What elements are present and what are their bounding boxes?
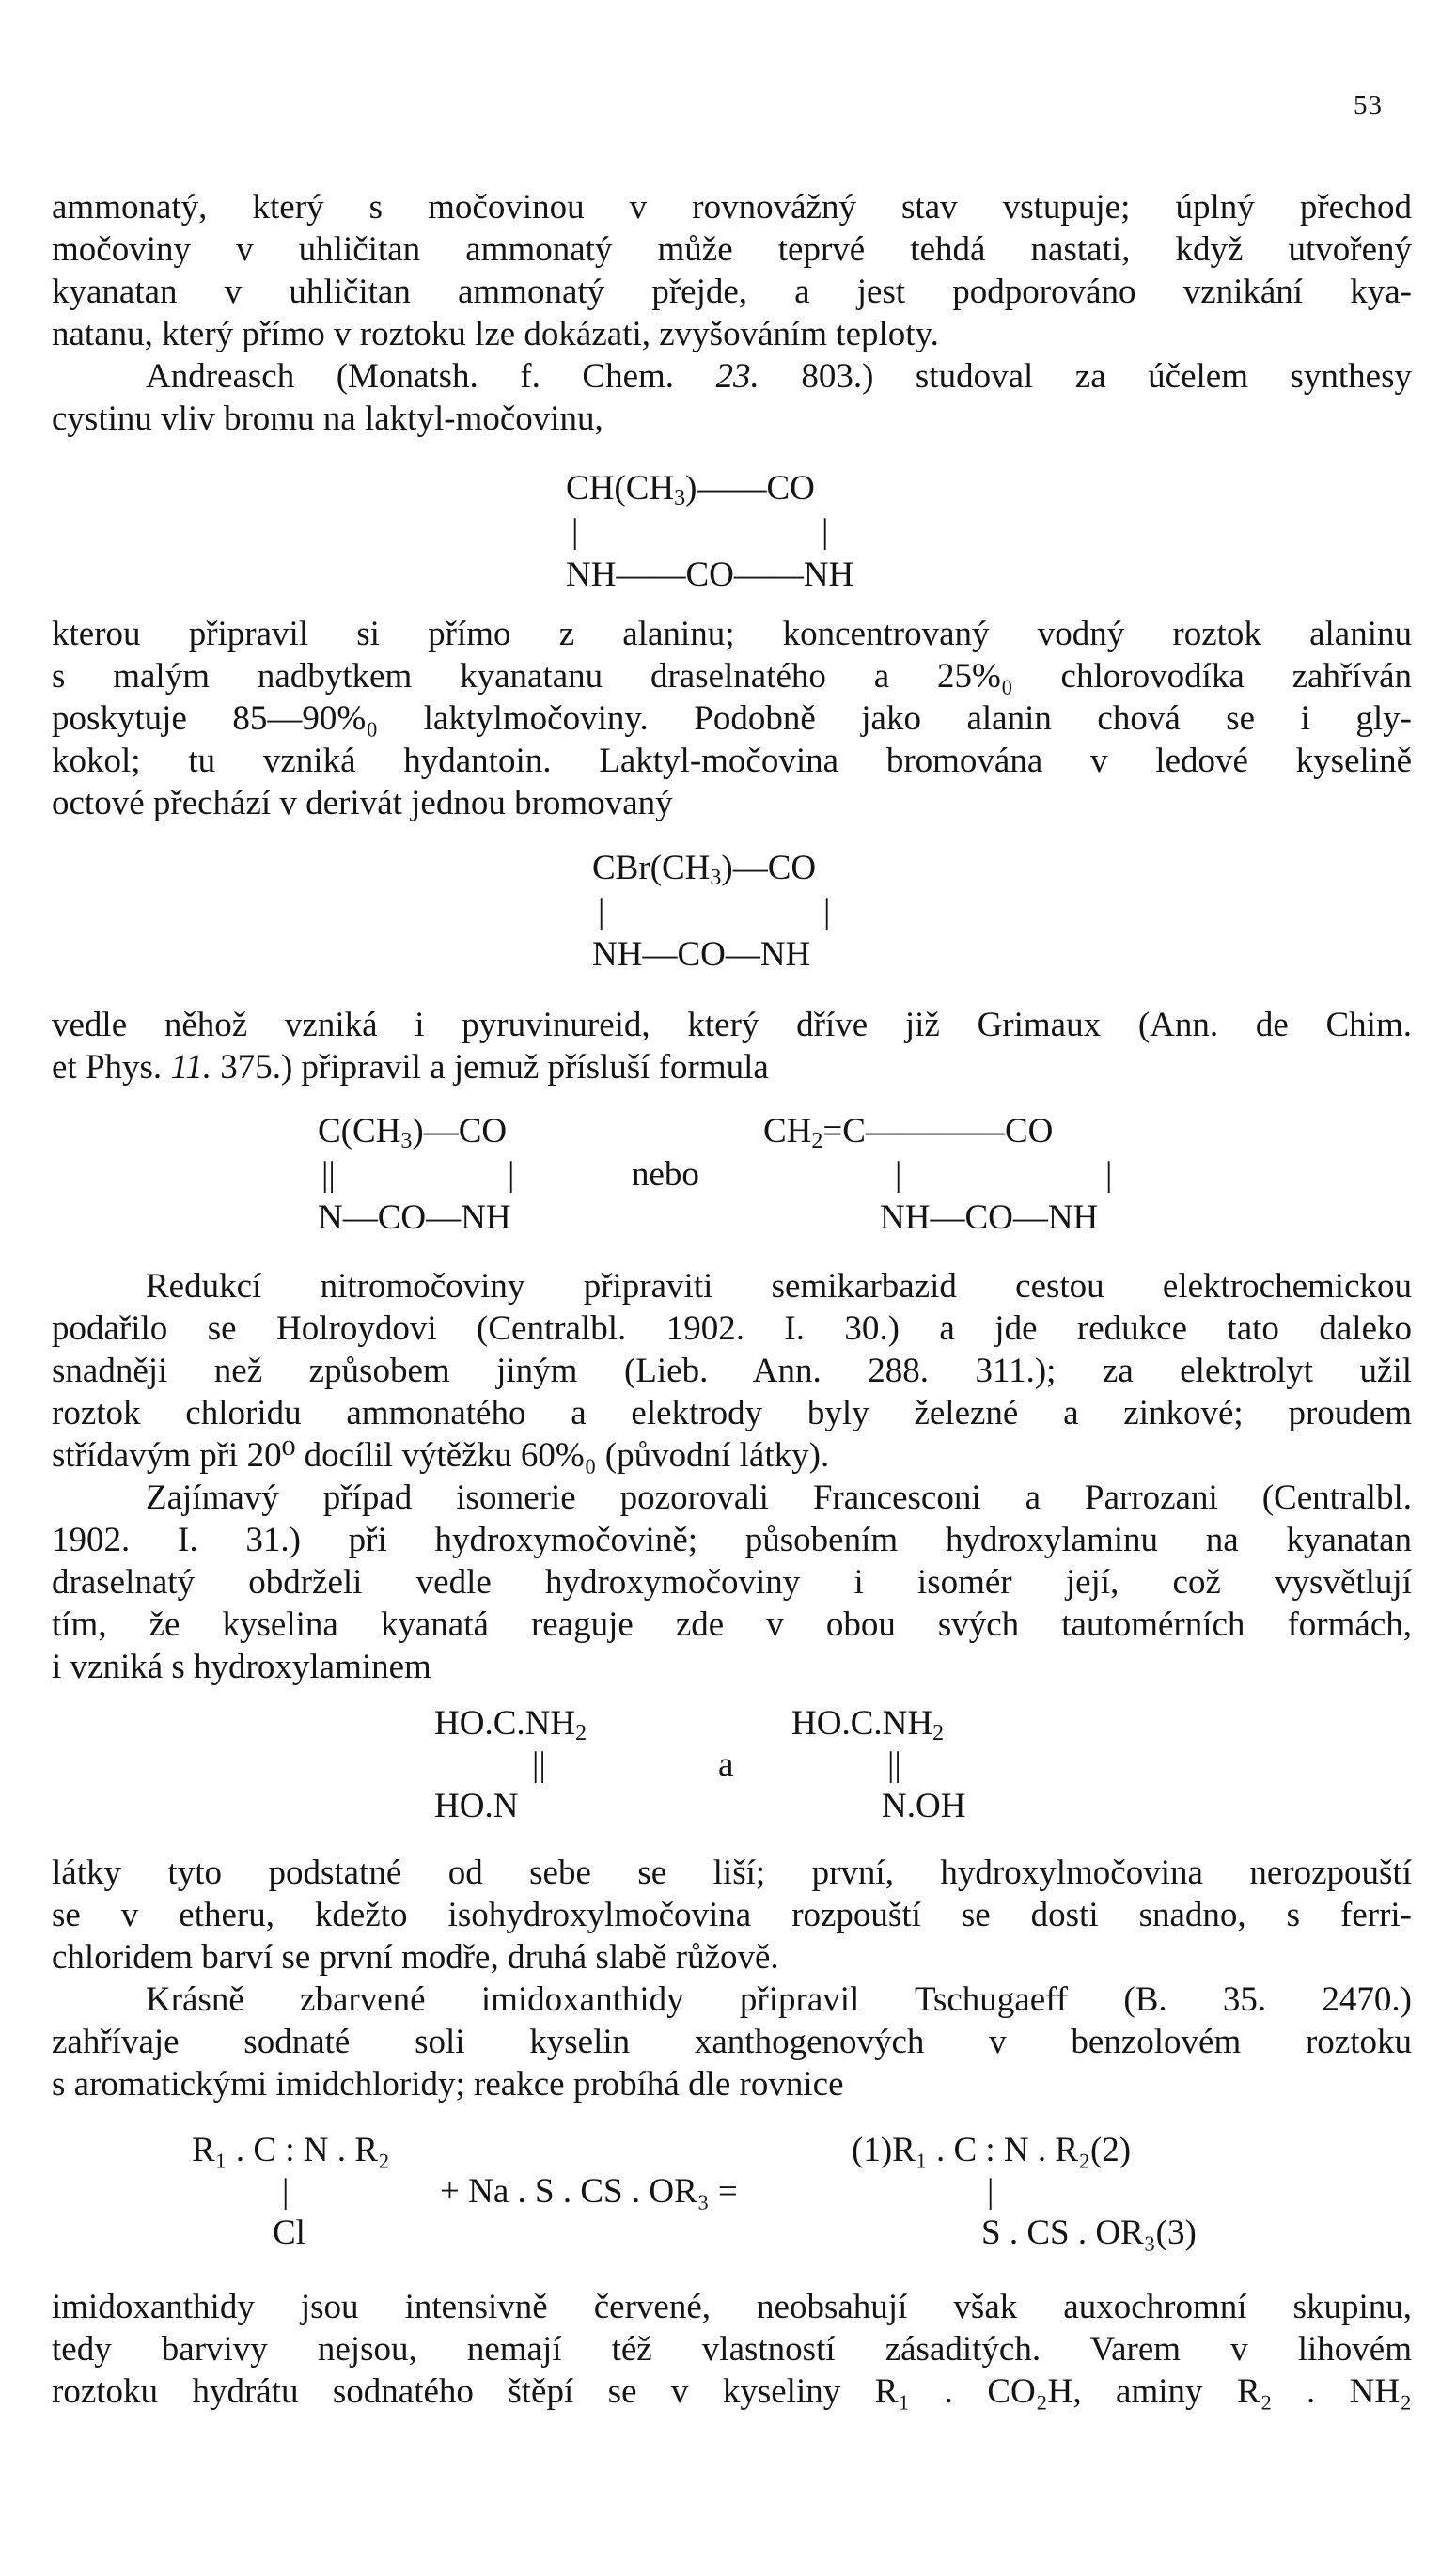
text-line: Zajímavý případ isomerie pozorovali Francesconi a Parrozani (Centralbl.	[146, 1478, 1412, 1517]
text-line: s aromatickými imidchloridy; reakce probíhá dle rovnice	[52, 2065, 844, 2104]
scanned-page: 53 ammonatý, který s močovinou v rovnovážný stav vstupuje; úplný přechod močoviny v uhličitan ammonatý může teprvé tehdá nastati, když utvořený kyanatan v uhličitan ammonatý přejde, a jest podporováno vznikání kya- natanu, který přímo v roztoku lze dokázati, zvyšováním teploty. Andreasch (Monatsh. f. Chem. 23. 803.) studoval za účelem synthesy cystinu vliv bromu na laktyl-močovinu, $CH(CH_3)——CO$ | | NH——CO——NH kterou připravil si přímo z alaninu; koncentrovaný vodný roztok alaninu s malým nadbytkem kyanatanu draselnatého a 25%₀ chlorovodíka zahříván poskytuje 85—90%₀ laktylmočoviny. Podobně jako alanin chová se i gly- kokol; tu vzniká hydantoin. Laktyl-močovina bromována v ledové kyselině octové přechází v derivát jednou bromovaný $CBr(CH_3)—CO$ | | NH—CO—NH vedle něhož vzniká i pyruvinureid, který dříve již Grimaux (Ann. de Chim. et Phys. 11. 375.) připravil a jemuž přísluší formula $C(CH_3)—CO$ || | N—CO—NH nebo $CH_2=C————CO$ | | NH—CO—NH Redukcí nitromočoviny připraviti semikarbazid cestou elektrochemickou podařilo se Holroydovi (Centralbl. 1902. I. 30.) a jde redukce tato daleko snadněji než způsobem jiným (Lieb. Ann. 288. 311.); za elektrolyt užil roztok chloridu ammonatého a elektrody byly železné a zinkové; proudem střídavým při 20⁰ docílil výtěžku 60%₀ (původní látky). Zajímavý případ isomerie pozorovali Francesconi a Parrozani (Centralbl. 1902. I. 31.) při hydroxymočovině; působením hydroxylaminu na kyanatan draselnatý obdrželi vedle hydroxymočoviny i isomér její, což vysvětlují tím, že kyselina kyanatá reaguje zde v obou svých tautomérních formách, i vzniká s hydroxylaminem $HO.C.NH_2$ || HO.N a $HO.C.NH_2$ || N.OH látky tyto podstatné od sebe se liší; první, hydroxylmočovina nerozpouští se v etheru, kdežto isohydroxylmočovina rozpouští se dosti snadno, s ferri- chloridem barví se první modře, druhá slabě růžově. Krásně zbarvené imidoxanthidy připravil Tschugaeff (B. 35. 2470.) zahřívaje sodnaté soli kyselin xanthogenových v benzolovém roztoku s aromatickými imidchloridy; reakce probíhá dle rovnice R₁ . C : N . R₂ | Cl + Na . S . CS . OR₃ = (1)R₁ . C : N . R₂(2) | S . CS . OR₃(3) imidoxanthidy jsou intensivně červené, neobsahují však auxochromní skupinu, tedy barvivy nejsou, nemají též vlastností zásaditých. Varem v lihovém roztoku hydrátu sodnatého štěpí se v kyseliny R₁ . CO₂H, aminy R₂ . NH₂	[52, 90, 1412, 2411]
text-line: látky tyto podstatné od sebe se liší; první, hydroxylmočovina nerozpouští	[52, 1854, 1412, 1892]
text-line: se v etheru, kdežto isohydroxylmočovina rozpouští se dosti snadno, s ferri-	[52, 1896, 1412, 1934]
text-line: střídavým při 20⁰ docílil výtěžku 60%₀ (původní látky).	[52, 1436, 830, 1475]
text-line: tím, že kyselina kyanatá reaguje zde v obou svých tautomérních formách,	[52, 1605, 1412, 1644]
text-line: vedle něhož vzniká i pyruvinureid, který dříve již Grimaux (Ann. de Chim.	[52, 1006, 1412, 1044]
text-line: natanu, který přímo v roztoku lze dokázati, zvyšováním teploty.	[52, 315, 939, 353]
text-line: Redukcí nitromočoviny připraviti semikarbazid cestou elektrochemickou	[146, 1267, 1412, 1306]
text-line: imidoxanthidy jsou intensivně červené, neobsahují však auxochromní skupinu,	[52, 2288, 1412, 2326]
paragraph-imidoxanthidy	[52, 1979, 1412, 2105]
text-line: 1902. I. 31.) při hydroxymočovině; působením hydroxylaminu na kyanatan	[52, 1521, 1412, 1559]
paragraph-barvivy	[52, 2286, 1412, 2413]
text-line: kyanatan v uhličitan ammonatý přejde, a jest podporováno vznikání kya-	[52, 273, 1412, 311]
text-line: s malým nadbytkem kyanatanu draselnatého a 25%₀ chlorovodíka zahříván	[52, 657, 1412, 696]
text-line: et Phys. 11. 375.) připravil a jemuž přísluší formula	[52, 1048, 769, 1087]
paragraph-pyruvinureid	[52, 1004, 1412, 1088]
text-line: chloridem barví se první modře, druhá slabě růžově.	[52, 1938, 779, 1977]
text-line: ammonatý, který s močovinou v rovnovážný stav vstupuje; úplný přechod	[52, 188, 1412, 227]
page-number: 53	[1354, 90, 1383, 120]
text-line: cystinu vliv bromu na laktyl-močovinu,	[52, 399, 603, 438]
word-nebo: nebo	[632, 1155, 699, 1194]
text-line: Andreasch (Monatsh. f. Chem. 23. 803.) studoval za účelem synthesy	[146, 357, 1412, 396]
volume-number: 23.	[715, 357, 759, 396]
text-line: i vzniká s hydroxylaminem	[52, 1648, 431, 1686]
paragraph-ammonium-carbonate	[52, 186, 1412, 355]
text-line: poskytuje 85—90%₀ laktylmočoviny. Podobně jako alanin chová se i gly-	[52, 699, 1412, 738]
paragraph-alanin	[52, 613, 1412, 824]
word-a: a	[718, 1745, 734, 1784]
text-line: močoviny v uhličitan ammonatý může teprvé tehdá nastati, když utvořený	[52, 230, 1412, 269]
text-line: snadněji než způsobem jiným (Lieb. Ann. 288. 311.); za elektrolyt užil	[52, 1352, 1412, 1390]
text-line: kterou připravil si přímo z alaninu; koncentrovaný vodný roztok alaninu	[52, 615, 1412, 653]
text-line: draselnatý obdrželi vedle hydroxymočoviny i isomér její, což vysvětlují	[52, 1563, 1412, 1602]
paragraph-semikarbazid	[52, 1265, 1412, 1477]
text-line: roztok chloridu ammonatého a elektrody byly železné a zinkové; proudem	[52, 1394, 1412, 1432]
text-line: Krásně zbarvené imidoxanthidy připravil Tschugaeff (B. 35. 2470.)	[146, 1980, 1412, 2019]
paragraph-vlastnosti	[52, 1852, 1412, 1979]
paragraph-isomerie	[52, 1477, 1412, 1688]
text-line: roztoku hydrátu sodnatého štěpí se v kyseliny R₁ . CO₂H, aminy R₂ . NH₂	[52, 2372, 1412, 2411]
text-line: podařilo se Holroydovi (Centralbl. 1902. I. 30.) a jde redukce tato daleko	[52, 1309, 1412, 1348]
volume-number: 11.	[170, 1048, 211, 1087]
paragraph-andreasch	[52, 355, 1412, 440]
text-line: octové přechází v derivát jednou bromovaný	[52, 784, 673, 822]
text-line: zahřívaje sodnaté soli kyselin xanthogenových v benzolovém roztoku	[52, 2023, 1412, 2061]
text-line: tedy barvivy nejsou, nemají též vlastností zásaditých. Varem v lihovém	[52, 2330, 1412, 2369]
text-line: kokol; tu vzniká hydantoin. Laktyl-močovina bromována v ledové kyselině	[52, 742, 1412, 780]
